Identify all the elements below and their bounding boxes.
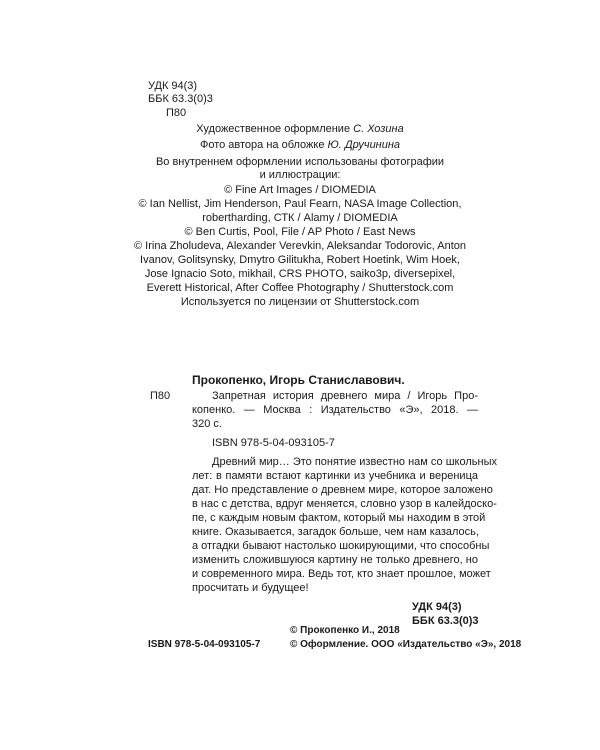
copyright-line: Everett Historical, After Coffee Photography / Shutterstock.com: [146, 282, 454, 294]
annotation-line: и современного мира. Ведь тот, кто знает прошлое, может: [192, 568, 491, 580]
isbn-record: ISBN 978-5-04-093105-7: [212, 437, 335, 449]
copyright-line: Jose Ignacio Soto, mikhail, CRS PHOTO, saiko3p, diversepixel,: [144, 268, 456, 280]
annotation-line: а отгадки бывают настолько шокирующими, что способны: [192, 540, 490, 552]
copyright-line: © Ian Nellist, Jim Henderson, Paul Fearn, NASA Image Collection,: [138, 198, 462, 210]
udk-code: УДК 94(3): [148, 80, 198, 92]
annotation-line: в нас с детства, вдруг меняется, словно узор в калейдоско-: [192, 498, 497, 510]
annotation-line: книге. Оказывается, загадок больше, чем нам казалось,: [192, 526, 479, 538]
photographer-name: Ю. Дручинина: [327, 139, 401, 151]
copyright-line: © Irina Zholudeva, Alexander Verevkin, Aleksandar Todorovic, Anton: [134, 240, 466, 252]
photo-credit: [0, 138, 600, 152]
author-sign: П80: [150, 390, 171, 402]
copyright-line: © Fine Art Images / DIOMEDIA: [224, 184, 376, 196]
annotation-line: изменить сложившуюся картину не только древнего, но: [192, 554, 478, 566]
udk-code-bottom: УДК 94(3): [412, 601, 462, 613]
interior-note-line-1: Во внутреннем оформлении использованы фотографии: [155, 156, 445, 168]
description-line: копенко. — Москва : Издательство «Э», 2018. —: [192, 404, 478, 416]
description-line: 320 с.: [192, 418, 222, 430]
designer-name: С. Хозина: [353, 123, 404, 135]
copyright-line: © Ben Curtis, Pool, File / AP Photo / East News: [184, 226, 416, 238]
design-credit-label: Художественное оформление: [196, 123, 354, 135]
annotation-line: просчитать и будущее!: [192, 582, 309, 594]
annotation-line: пе, с каждым новым фактом, который мы находим в этой: [192, 512, 486, 524]
bbk-code-bottom: ББК 63.3(0)3: [412, 615, 479, 627]
annotation-line: Древний мир… Это понятие известно нам со школьных: [212, 456, 497, 468]
license-note: Используется по лицензии от Shutterstock.com: [180, 296, 420, 308]
annotation-line: дат. Но представление о древнем мире, которое заложено: [192, 484, 493, 496]
isbn-footer: ISBN 978-5-04-093105-7: [148, 639, 261, 650]
annotation-line: лет: в памяти встают картинки из учебника и вереница: [192, 470, 478, 482]
interior-note-line-2: и иллюстрации:: [259, 169, 341, 181]
description-line: Запретная история древнего мира / Игорь Про-: [212, 390, 478, 402]
author-sign: П80: [166, 107, 187, 119]
copyright-author: © Прокопенко И., 2018: [290, 625, 400, 636]
copyright-design: © Оформление. ООО «Издательство «Э», 2018: [290, 639, 522, 650]
copyright-line: robertharding, СТК / Alamy / DIOMEDIA: [202, 212, 398, 224]
design-credit: [0, 122, 600, 136]
copyright-line: Ivanov, Golitsynsky, Dmytro Gilitukha, Robert Hoetink, Wim Hoek,: [140, 254, 460, 266]
author-heading: Прокопенко, Игорь Станиславович.: [192, 373, 405, 387]
photo-credit-label: Фото автора на обложке: [199, 139, 328, 151]
bbk-code: ББК 63.3(0)3: [148, 93, 213, 105]
